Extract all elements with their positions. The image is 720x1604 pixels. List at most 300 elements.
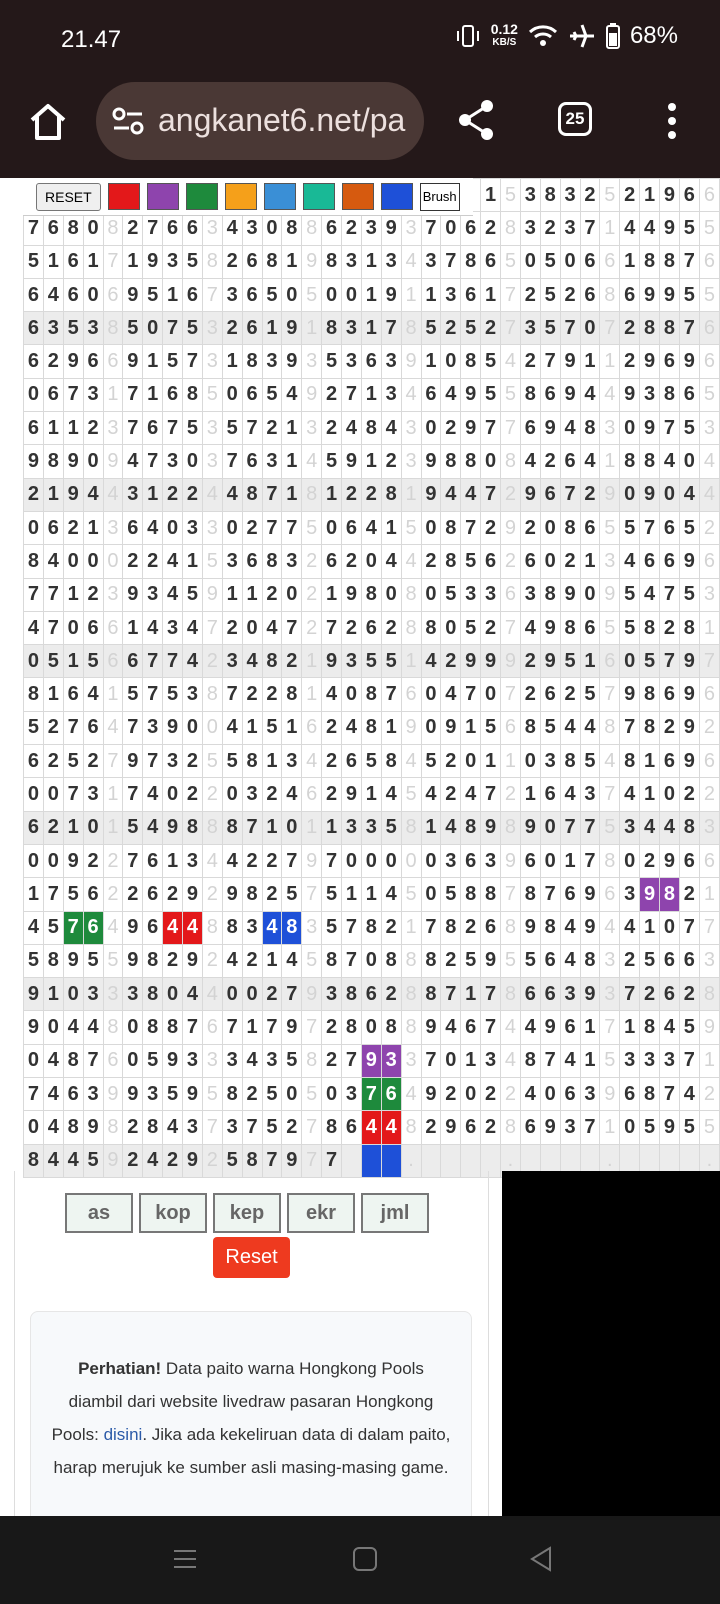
table-cell[interactable]: 3 xyxy=(481,1044,501,1077)
table-cell[interactable]: 0 xyxy=(679,445,699,478)
table-cell[interactable]: 8 xyxy=(322,312,342,345)
table-cell[interactable]: 8 xyxy=(560,745,580,778)
table-cell[interactable]: 3 xyxy=(600,545,620,578)
table-cell[interactable]: 2 xyxy=(222,611,242,644)
table-cell[interactable]: 3 xyxy=(143,1078,163,1111)
table-cell[interactable]: 8 xyxy=(441,511,461,544)
table-cell[interactable]: 2 xyxy=(441,312,461,345)
table-cell[interactable]: 5 xyxy=(123,312,143,345)
table-cell[interactable]: 7 xyxy=(302,1111,322,1144)
table-cell[interactable]: 9 xyxy=(679,678,699,711)
table-cell[interactable]: 9 xyxy=(63,944,83,977)
table-cell[interactable]: 5 xyxy=(620,511,640,544)
table-cell[interactable]: 4 xyxy=(222,478,242,511)
table-cell[interactable]: 8 xyxy=(501,445,521,478)
table-cell[interactable]: 0 xyxy=(540,545,560,578)
table-cell[interactable]: 6 xyxy=(600,645,620,678)
table-cell[interactable]: 0 xyxy=(222,378,242,411)
table-cell[interactable]: 8 xyxy=(481,878,501,911)
table-cell[interactable]: 2 xyxy=(83,412,103,445)
table-cell[interactable]: 3 xyxy=(103,511,123,544)
table-cell[interactable]: 4 xyxy=(43,1144,63,1177)
table-cell[interactable]: 8 xyxy=(640,245,660,278)
table-cell[interactable]: 1 xyxy=(481,179,501,212)
table-cell[interactable]: 4 xyxy=(43,1111,63,1144)
table-cell[interactable]: 0 xyxy=(202,711,222,744)
table-cell[interactable]: 4 xyxy=(361,1111,381,1144)
table-cell[interactable]: 6 xyxy=(620,278,640,311)
table-cell[interactable]: 6 xyxy=(580,245,600,278)
table-cell[interactable]: 6 xyxy=(83,711,103,744)
table-cell[interactable]: 9 xyxy=(183,878,203,911)
table-cell[interactable]: 4 xyxy=(242,1044,262,1077)
table-cell[interactable]: 0 xyxy=(183,445,203,478)
table-cell[interactable]: 0 xyxy=(63,545,83,578)
table-cell[interactable]: 9 xyxy=(501,645,521,678)
table-cell[interactable]: 3 xyxy=(481,578,501,611)
table-cell[interactable]: 7 xyxy=(24,578,44,611)
table-cell[interactable]: 7 xyxy=(660,578,680,611)
table-cell[interactable]: 8 xyxy=(520,1044,540,1077)
table-cell[interactable]: 2 xyxy=(123,1111,143,1144)
table-cell[interactable]: 7 xyxy=(322,1144,342,1177)
table-cell[interactable]: 8 xyxy=(640,1078,660,1111)
table-cell[interactable]: 6 xyxy=(361,611,381,644)
table-cell[interactable]: 6 xyxy=(481,245,501,278)
table-cell[interactable]: 8 xyxy=(143,1111,163,1144)
table-cell[interactable]: 6 xyxy=(520,978,540,1011)
table-cell[interactable]: 2 xyxy=(461,911,481,944)
table-cell[interactable]: 6 xyxy=(123,511,143,544)
table-cell[interactable]: 4 xyxy=(183,911,203,944)
table-cell[interactable]: 4 xyxy=(43,1044,63,1077)
table-cell[interactable]: 2 xyxy=(501,545,521,578)
table-cell[interactable]: 8 xyxy=(421,611,441,644)
table-cell[interactable]: 5 xyxy=(540,711,560,744)
color-swatch[interactable] xyxy=(186,183,218,210)
table-cell[interactable]: 7 xyxy=(560,811,580,844)
table-cell[interactable]: 8 xyxy=(103,1011,123,1044)
mode-button-as[interactable]: as xyxy=(65,1193,133,1233)
home-icon[interactable] xyxy=(28,102,68,142)
table-cell[interactable]: 7 xyxy=(123,778,143,811)
table-cell[interactable]: 1 xyxy=(282,445,302,478)
table-cell[interactable]: 7 xyxy=(24,212,44,245)
table-cell[interactable]: 5 xyxy=(262,1078,282,1111)
table-cell[interactable]: 1 xyxy=(163,844,183,877)
table-cell[interactable]: 7 xyxy=(381,678,401,711)
table-cell[interactable]: 5 xyxy=(83,944,103,977)
table-cell[interactable]: 6 xyxy=(580,611,600,644)
table-cell[interactable]: 6 xyxy=(699,179,719,212)
table-cell[interactable]: 5 xyxy=(123,811,143,844)
table-cell[interactable]: 0 xyxy=(401,844,421,877)
table-cell[interactable]: 8 xyxy=(222,1078,242,1111)
table-cell[interactable]: 3 xyxy=(302,412,322,445)
table-cell[interactable]: 1 xyxy=(361,778,381,811)
table-cell[interactable]: 0 xyxy=(461,1078,481,1111)
table-cell[interactable]: 6 xyxy=(540,944,560,977)
table-cell[interactable]: 9 xyxy=(183,944,203,977)
table-cell[interactable]: 2 xyxy=(202,944,222,977)
table-cell[interactable]: 1 xyxy=(481,745,501,778)
table-cell[interactable]: 2 xyxy=(520,645,540,678)
table-cell[interactable]: 5 xyxy=(640,645,660,678)
table-cell[interactable]: 5 xyxy=(282,878,302,911)
table-cell[interactable]: 7 xyxy=(501,312,521,345)
table-cell[interactable]: 6 xyxy=(24,412,44,445)
table-cell[interactable]: 2 xyxy=(202,1144,222,1177)
table-cell[interactable]: 6 xyxy=(540,478,560,511)
table-cell[interactable]: 2 xyxy=(282,645,302,678)
table-cell[interactable]: 5 xyxy=(302,944,322,977)
table-cell[interactable]: 6 xyxy=(83,911,103,944)
table-cell[interactable]: 1 xyxy=(43,245,63,278)
table-cell[interactable]: 9 xyxy=(580,911,600,944)
table-cell[interactable]: 1 xyxy=(461,978,481,1011)
table-cell[interactable]: 5 xyxy=(401,778,421,811)
table-cell[interactable]: 9 xyxy=(421,1078,441,1111)
recent-apps-icon[interactable] xyxy=(172,1546,198,1572)
table-cell[interactable]: 5 xyxy=(43,911,63,944)
table-cell[interactable]: 2 xyxy=(242,844,262,877)
table-cell[interactable]: 8 xyxy=(242,1144,262,1177)
table-cell[interactable]: 4 xyxy=(421,778,441,811)
table-cell[interactable]: 9 xyxy=(302,844,322,877)
table-cell[interactable]: 8 xyxy=(620,445,640,478)
table-cell[interactable]: 1 xyxy=(322,578,342,611)
table-cell[interactable]: 2 xyxy=(322,378,342,411)
table-cell[interactable]: 6 xyxy=(43,378,63,411)
table-cell[interactable]: 3 xyxy=(83,312,103,345)
table-cell[interactable]: 3 xyxy=(560,212,580,245)
table-cell[interactable]: 9 xyxy=(580,878,600,911)
table-cell[interactable]: 9 xyxy=(103,445,123,478)
table-cell[interactable]: 0 xyxy=(342,678,362,711)
table-cell[interactable]: 8 xyxy=(242,345,262,378)
table-cell[interactable]: 3 xyxy=(580,1078,600,1111)
table-cell[interactable]: 7 xyxy=(302,878,322,911)
table-cell[interactable]: 3 xyxy=(342,811,362,844)
table-cell[interactable]: 2 xyxy=(262,978,282,1011)
table-cell[interactable]: 1 xyxy=(361,378,381,411)
table-cell[interactable]: 1 xyxy=(620,1011,640,1044)
table-cell[interactable]: 0 xyxy=(222,511,242,544)
table-cell[interactable]: 6 xyxy=(83,878,103,911)
table-cell[interactable]: 5 xyxy=(401,511,421,544)
table-cell[interactable]: 4 xyxy=(222,844,242,877)
table-cell[interactable]: 2 xyxy=(441,778,461,811)
table-cell[interactable]: 4 xyxy=(242,645,262,678)
table-cell[interactable]: 8 xyxy=(640,445,660,478)
table-cell[interactable]: 4 xyxy=(560,944,580,977)
table-cell[interactable]: 6 xyxy=(461,212,481,245)
table-cell[interactable]: 0 xyxy=(381,578,401,611)
table-cell[interactable]: 3 xyxy=(242,911,262,944)
table-cell[interactable]: 5 xyxy=(461,312,481,345)
table-cell[interactable]: 3 xyxy=(242,778,262,811)
table-cell[interactable]: 4 xyxy=(24,911,44,944)
table-cell[interactable]: 8 xyxy=(63,1044,83,1077)
table-cell[interactable]: 7 xyxy=(342,378,362,411)
table-cell[interactable]: 0 xyxy=(421,511,441,544)
table-cell[interactable]: 3 xyxy=(381,245,401,278)
table-cell[interactable]: 8 xyxy=(401,578,421,611)
table-cell[interactable]: 5 xyxy=(302,511,322,544)
table-cell[interactable]: 2 xyxy=(441,412,461,445)
table-cell[interactable]: 4 xyxy=(222,212,242,245)
table-cell[interactable]: 8 xyxy=(302,1044,322,1077)
table-cell[interactable]: 5 xyxy=(24,944,44,977)
table-cell[interactable]: 4 xyxy=(202,478,222,511)
table-cell[interactable]: 5 xyxy=(679,1111,699,1144)
table-cell[interactable]: 6 xyxy=(699,245,719,278)
table-cell[interactable]: 2 xyxy=(560,678,580,711)
table-cell[interactable]: 6 xyxy=(242,445,262,478)
table-cell[interactable]: 2 xyxy=(302,578,322,611)
color-swatch[interactable] xyxy=(108,183,140,210)
table-cell[interactable]: 1 xyxy=(103,811,123,844)
table-cell[interactable]: 3 xyxy=(143,578,163,611)
table-cell[interactable]: 0 xyxy=(441,1044,461,1077)
table-cell[interactable]: 7 xyxy=(679,312,699,345)
table-cell[interactable]: 1 xyxy=(302,811,322,844)
table-cell[interactable]: 2 xyxy=(322,1011,342,1044)
table-cell[interactable]: 6 xyxy=(520,412,540,445)
table-cell[interactable]: 2 xyxy=(342,611,362,644)
table-cell[interactable]: 0 xyxy=(421,711,441,744)
table-cell[interactable]: 3 xyxy=(342,345,362,378)
table-cell[interactable]: 3 xyxy=(302,345,322,378)
table-cell[interactable]: 9 xyxy=(24,978,44,1011)
table-cell[interactable]: 9 xyxy=(481,944,501,977)
table-cell[interactable]: 8 xyxy=(43,445,63,478)
table-cell[interactable]: 5 xyxy=(600,1044,620,1077)
table-cell[interactable]: 5 xyxy=(560,645,580,678)
table-cell[interactable]: 0 xyxy=(83,212,103,245)
table-cell[interactable]: 8 xyxy=(24,678,44,711)
table-cell[interactable]: 3 xyxy=(202,445,222,478)
table-cell[interactable]: 9 xyxy=(640,412,660,445)
table-cell[interactable]: 9 xyxy=(540,412,560,445)
table-cell[interactable]: 9 xyxy=(520,911,540,944)
table-cell[interactable]: 8 xyxy=(560,511,580,544)
table-cell[interactable]: 9 xyxy=(640,878,660,911)
table-cell[interactable]: 4 xyxy=(381,1111,401,1144)
table-cell[interactable]: 0 xyxy=(540,511,560,544)
table-cell[interactable]: 1 xyxy=(401,478,421,511)
table-cell[interactable]: 1 xyxy=(262,312,282,345)
table-cell[interactable]: 3 xyxy=(262,345,282,378)
table-cell[interactable]: 5 xyxy=(481,378,501,411)
table-cell[interactable]: 6 xyxy=(143,844,163,877)
table-cell[interactable]: 4 xyxy=(620,911,640,944)
table-cell[interactable]: 5 xyxy=(640,944,660,977)
table-cell[interactable]: 5 xyxy=(540,312,560,345)
table-cell[interactable]: 7 xyxy=(123,378,143,411)
table-cell[interactable]: 2 xyxy=(322,412,342,445)
table-cell[interactable]: 1 xyxy=(361,878,381,911)
table-cell[interactable]: 6 xyxy=(679,844,699,877)
table-cell[interactable] xyxy=(421,1144,441,1177)
table-cell[interactable]: 4 xyxy=(660,811,680,844)
table-cell[interactable]: 8 xyxy=(560,611,580,644)
table-cell[interactable]: 9 xyxy=(660,844,680,877)
table-cell[interactable]: 8 xyxy=(660,312,680,345)
table-cell[interactable]: 4 xyxy=(143,511,163,544)
table-cell[interactable]: 4 xyxy=(640,811,660,844)
table-cell[interactable]: 1 xyxy=(580,1011,600,1044)
reset-button[interactable]: Reset xyxy=(213,1237,290,1278)
table-cell[interactable]: 5 xyxy=(461,545,481,578)
table-cell[interactable]: 3 xyxy=(361,212,381,245)
table-cell[interactable]: 4 xyxy=(262,911,282,944)
table-cell[interactable]: 5 xyxy=(401,878,421,911)
table-cell[interactable]: 8 xyxy=(520,378,540,411)
table-cell[interactable]: 8 xyxy=(342,978,362,1011)
table-cell[interactable]: 0 xyxy=(143,312,163,345)
table-cell[interactable]: 5 xyxy=(620,578,640,611)
table-cell[interactable] xyxy=(461,1144,481,1177)
table-cell[interactable]: 8 xyxy=(24,545,44,578)
table-cell[interactable]: 4 xyxy=(401,545,421,578)
table-cell[interactable]: 0 xyxy=(620,412,640,445)
table-cell[interactable]: 6 xyxy=(660,745,680,778)
table-cell[interactable]: 6 xyxy=(501,711,521,744)
table-cell[interactable]: 8 xyxy=(520,711,540,744)
table-cell[interactable]: 6 xyxy=(242,245,262,278)
table-cell[interactable]: 6 xyxy=(461,844,481,877)
table-cell[interactable]: 3 xyxy=(342,1078,362,1111)
table-cell[interactable]: 8 xyxy=(640,611,660,644)
table-cell[interactable]: 2 xyxy=(43,745,63,778)
table-cell[interactable]: 0 xyxy=(322,278,342,311)
table-cell[interactable]: 4 xyxy=(560,911,580,944)
table-cell[interactable]: 0 xyxy=(620,478,640,511)
table-cell[interactable]: 2 xyxy=(183,745,203,778)
share-icon[interactable] xyxy=(456,98,496,142)
table-cell[interactable]: 1 xyxy=(461,1044,481,1077)
table-cell[interactable]: 3 xyxy=(660,1044,680,1077)
table-cell[interactable]: 4 xyxy=(600,745,620,778)
table-cell[interactable]: 8 xyxy=(660,245,680,278)
table-cell[interactable]: 9 xyxy=(421,1011,441,1044)
table-cell[interactable]: 2 xyxy=(123,1144,143,1177)
table-cell[interactable]: 2 xyxy=(620,944,640,977)
table-cell[interactable]: 3 xyxy=(342,245,362,278)
table-cell[interactable]: 9 xyxy=(222,878,242,911)
table-cell[interactable]: 9 xyxy=(501,511,521,544)
table-cell[interactable]: 1 xyxy=(43,678,63,711)
table-cell[interactable]: 5 xyxy=(699,212,719,245)
table-cell[interactable]: 8 xyxy=(143,1011,163,1044)
table-cell[interactable]: 3 xyxy=(520,212,540,245)
table-cell[interactable]: 7 xyxy=(202,1111,222,1144)
table-cell[interactable]: 0 xyxy=(24,1044,44,1077)
table-cell[interactable]: 7 xyxy=(222,678,242,711)
table-cell[interactable]: 1 xyxy=(43,412,63,445)
table-cell[interactable]: 4 xyxy=(381,878,401,911)
table-cell[interactable]: 6 xyxy=(660,511,680,544)
table-cell[interactable]: 6 xyxy=(342,511,362,544)
table-cell[interactable]: 0 xyxy=(660,778,680,811)
table-cell[interactable]: 7 xyxy=(242,412,262,445)
table-cell[interactable]: 2 xyxy=(183,778,203,811)
table-cell[interactable]: 2 xyxy=(620,312,640,345)
table-cell[interactable]: 8 xyxy=(24,1144,44,1177)
table-cell[interactable]: 8 xyxy=(183,811,203,844)
table-cell[interactable]: 0 xyxy=(421,878,441,911)
table-cell[interactable]: 8 xyxy=(43,944,63,977)
site-settings-icon[interactable] xyxy=(112,106,144,136)
table-cell[interactable]: 3 xyxy=(600,944,620,977)
table-cell[interactable]: 6 xyxy=(103,345,123,378)
table-cell[interactable]: 4 xyxy=(103,478,123,511)
table-cell[interactable]: 7 xyxy=(679,1044,699,1077)
table-cell[interactable]: 4 xyxy=(441,811,461,844)
table-cell[interactable]: 7 xyxy=(481,778,501,811)
table-cell[interactable]: 7 xyxy=(322,844,342,877)
color-swatch[interactable] xyxy=(264,183,296,210)
table-cell[interactable]: 7 xyxy=(679,245,699,278)
table-cell[interactable]: 0 xyxy=(43,778,63,811)
table-cell[interactable]: 6 xyxy=(560,1078,580,1111)
table-cell[interactable]: 6 xyxy=(560,445,580,478)
table-cell[interactable]: 8 xyxy=(381,745,401,778)
table-cell[interactable]: 7 xyxy=(342,944,362,977)
table-cell[interactable]: 7 xyxy=(580,811,600,844)
table-cell[interactable]: 7 xyxy=(282,611,302,644)
table-cell[interactable]: 7 xyxy=(481,978,501,1011)
table-cell[interactable]: 4 xyxy=(520,1011,540,1044)
table-cell[interactable]: 4 xyxy=(441,378,461,411)
table-cell[interactable]: 2 xyxy=(381,911,401,944)
table-cell[interactable]: 8 xyxy=(401,1011,421,1044)
table-cell[interactable]: 8 xyxy=(103,1111,123,1144)
table-cell[interactable]: 6 xyxy=(63,245,83,278)
table-cell[interactable]: 4 xyxy=(143,1144,163,1177)
table-cell[interactable]: 2 xyxy=(43,711,63,744)
table-cell[interactable]: 9 xyxy=(361,1044,381,1077)
table-cell[interactable]: 5 xyxy=(679,578,699,611)
table-cell[interactable]: 7 xyxy=(143,212,163,245)
table-cell[interactable]: 9 xyxy=(103,1144,123,1177)
table-cell[interactable]: 7 xyxy=(282,511,302,544)
table-cell[interactable]: 0 xyxy=(123,1044,143,1077)
table-cell[interactable]: 7 xyxy=(63,778,83,811)
table-cell[interactable]: 6 xyxy=(540,978,560,1011)
table-cell[interactable]: 9 xyxy=(441,711,461,744)
table-cell[interactable]: 7 xyxy=(342,911,362,944)
table-cell[interactable]: 6 xyxy=(24,811,44,844)
table-cell[interactable]: 8 xyxy=(401,312,421,345)
table-cell[interactable]: 1 xyxy=(63,578,83,611)
table-cell[interactable]: 2 xyxy=(501,1078,521,1111)
table-cell[interactable]: 1 xyxy=(282,245,302,278)
table-cell[interactable]: 4 xyxy=(640,212,660,245)
table-cell[interactable]: 3 xyxy=(103,978,123,1011)
table-cell[interactable]: 6 xyxy=(242,545,262,578)
table-cell[interactable]: 8 xyxy=(501,978,521,1011)
table-cell[interactable]: 2 xyxy=(262,878,282,911)
table-cell[interactable]: 7 xyxy=(302,1011,322,1044)
table-cell[interactable]: 6 xyxy=(143,911,163,944)
table-cell[interactable]: 5 xyxy=(183,312,203,345)
table-cell[interactable]: 0 xyxy=(163,778,183,811)
table-cell[interactable]: 8 xyxy=(322,245,342,278)
table-cell[interactable]: 8 xyxy=(302,212,322,245)
table-cell[interactable]: 7 xyxy=(501,878,521,911)
